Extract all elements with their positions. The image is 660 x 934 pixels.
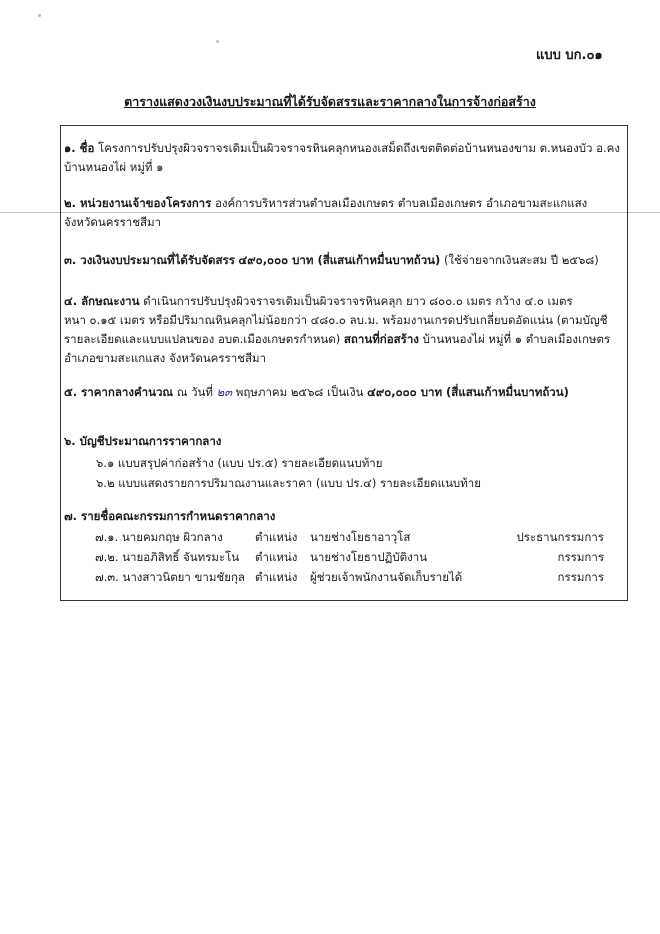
section-6-item-2: ๖.๒ แบบแสดงรายการปริมาณงานและราคา (แบบ ปร.๔) รายละเอียดแนบท้าย: [96, 476, 482, 490]
section-2-cont: จังหวัดนครราชสีมา: [64, 215, 162, 229]
member-1-name: ๗.๑. นายคมกฤษ ผิวกลาง: [95, 530, 223, 544]
handwritten-day: ๒๓: [216, 385, 233, 399]
section-4-line-1: [64, 293, 573, 311]
section-2-text: องค์การบริหารส่วนตำบลเมืองเกษตร ตำบลเมืองเกษตร อำเภอขามสะแกแสง: [214, 196, 588, 210]
member-2-name: ๗.๒. นายอภิสิทธิ์ จันทรมะโน: [95, 550, 240, 564]
section-3-note: (ใช้จ่ายจากเงินสะสม ปี ๒๕๖๘): [443, 253, 599, 267]
section-3-amount: ๔๙๐,๐๐๐ บาท (สี่แสนเก้าหมื่นบาทถ้วน): [238, 253, 441, 267]
form-code: แบบ บก.๐๑: [536, 48, 603, 63]
section-5-label: ๕. ราคากลางคำนวณ: [64, 385, 174, 399]
member-1-pos-label: ตำแหน่ง: [255, 530, 298, 544]
month-year: พฤษภาคม ๒๕๖๘: [235, 385, 324, 399]
scan-speck: [38, 14, 41, 17]
member-3-pos-label: ตำแหน่ง: [255, 570, 298, 584]
section-2-line: [64, 195, 587, 213]
member-2-role: กรรมการ: [557, 550, 604, 564]
document-title: ตารางแสดงวงเงินงบประมาณที่ได้รับจัดสรรและราคากลางในการจ้างก่อสร้าง: [124, 94, 536, 109]
section-5-line: [64, 384, 569, 402]
section-1-line: [64, 140, 620, 158]
section-1-cont: บ้านหนองไผ่ หมู่ที่ ๑: [64, 160, 164, 174]
member-3-role: กรรมการ: [557, 570, 604, 584]
member-2-pos-label: ตำแหน่ง: [255, 550, 298, 564]
section-3-label: ๓. วงเงินงบประมาณที่ได้รับจัดสรร: [64, 253, 235, 267]
money-prefix: เป็นเงิน: [326, 385, 364, 399]
section-4-line-4: อำเภอขามสะแกแสง จังหวัดนครราชสีมา: [64, 351, 267, 365]
date-prefix: ณ วันที่: [176, 385, 213, 399]
section-6-label: ๖. บัญชีประมาณการราคากลาง: [64, 434, 222, 448]
site-label: สถานที่ก่อสร้าง: [343, 332, 419, 346]
member-1-role: ประธานกรรมการ: [516, 530, 604, 544]
section-5-amount: ๔๙๐,๐๐๐ บาท (สี่แสนเก้าหมื่นบาทถ้วน): [367, 385, 569, 399]
section-1-text: โครงการปรับปรุงผิวจราจรเดิมเป็นผิวจราจรหินคลุกหนองเสม็ดถึงเขตติดต่อบ้านหนองขาม ต.หนองบัว อ.คง: [98, 141, 620, 155]
member-1-position: นายช่างโยธาอาวุโส: [310, 530, 411, 544]
section-4-label: ๔. ลักษณะงาน: [64, 294, 140, 308]
scan-speck: [216, 40, 219, 43]
section-6-item-1: ๖.๑ แบบสรุปค่าก่อสร้าง (แบบ ปร.๕) รายละเอียดแนบท้าย: [96, 456, 383, 470]
section-4-text-3a: รายละเอียดและแบบแปลนของ อบต.เมืองเกษตรกำหนด): [64, 332, 341, 346]
section-4-line-3: [64, 331, 610, 349]
section-7-label: ๗. รายชื่อคณะกรรมการกำหนดราคากลาง: [64, 509, 276, 523]
section-1-label: ๑. ชื่อ: [64, 141, 95, 155]
member-2-position: นายช่างโยธาปฏิบัติงาน: [310, 550, 428, 564]
member-3-name: ๗.๓. นางสาวนิตยา ขามชัยกุล: [95, 570, 245, 584]
member-3-position: ผู้ช่วยเจ้าพนักงานจัดเก็บรายได้: [310, 570, 463, 584]
section-4-text-1: ดำเนินการปรับปรุงผิวจราจรเดิมเป็นผิวจราจรหินคลุก ยาว ๘๐๐.๐ เมตร กว้าง ๔.๐ เมตร: [143, 294, 573, 308]
section-4-line-2: หนา ๐.๑๕ เมตร หรือมีปริมาณหินคลุกไม่น้อยกว่า ๔๘๐.๐ ลบ.ม. พร้อมงานเกรดปรับเกลี่ยบดอัดแน่น (ตามบัญชี: [64, 313, 608, 327]
section-2-label: ๒. หน่วยงานเจ้าของโครงการ: [64, 196, 212, 210]
section-4-text-3b: บ้านหนองไผ่ หมู่ที่ ๑ ตำบลเมืองเกษตร: [422, 332, 611, 346]
section-3-line: [64, 252, 599, 270]
